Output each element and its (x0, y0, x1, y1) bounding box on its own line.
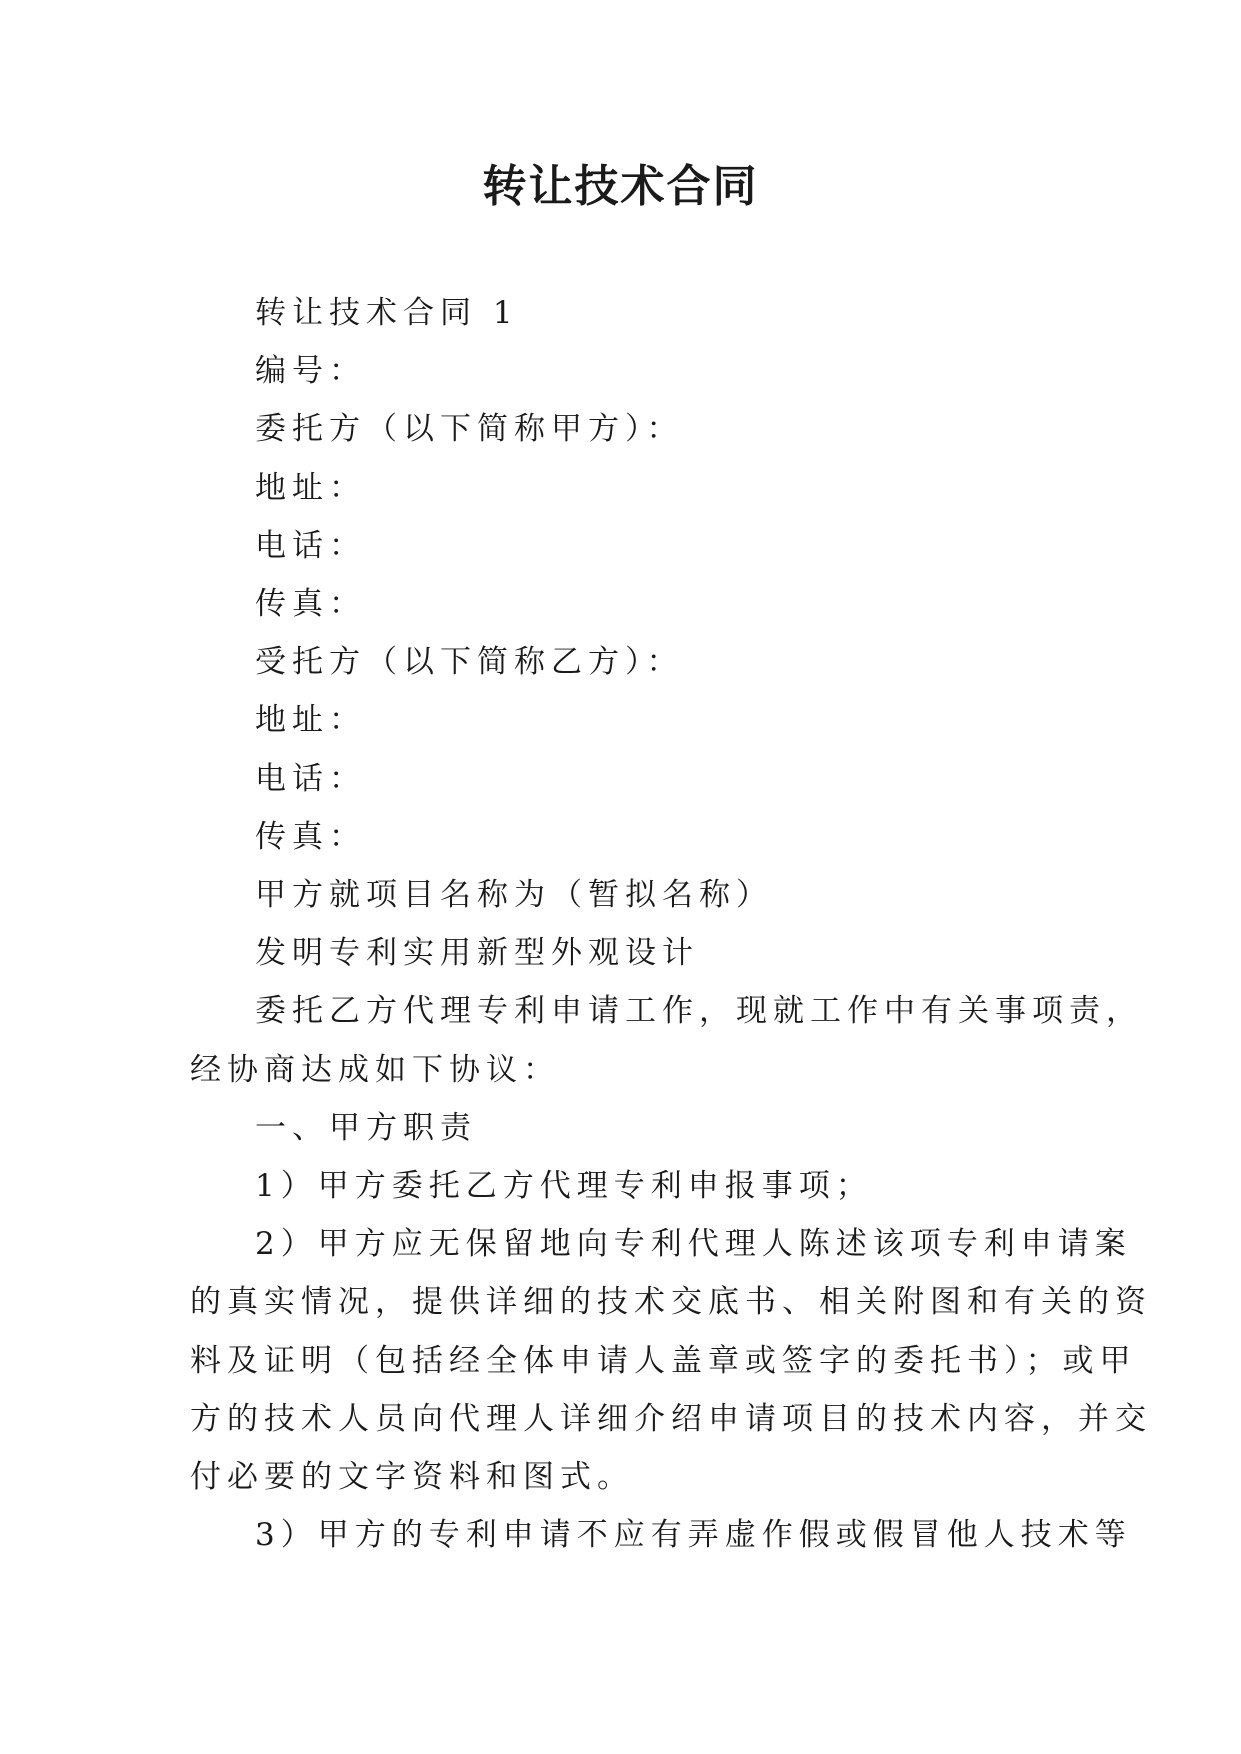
clause-line: 的真实情况，提供详细的技术交底书、相关附图和有关的资 (190, 1284, 1152, 1321)
party-a-address-label: 地址： (255, 469, 366, 506)
clause-line: 方的技术人员向代理人详细介绍申请项目的技术内容，并交 (190, 1400, 1152, 1437)
party-b-fax-label: 传真： (255, 818, 366, 855)
party-a-fax-label: 传真： (255, 586, 366, 623)
clause-line: 料及证明（包括经全体申请人盖章或签字的委托书）；或甲 (190, 1342, 1137, 1379)
clause-line: 付必要的文字资料和图式。 (190, 1459, 634, 1496)
party-a-phone-label: 电话： (255, 527, 366, 564)
section-heading: 一、甲方职责 (255, 1109, 477, 1146)
contract-heading-line: 转让技术合同 1 (255, 295, 519, 331)
party-b-label: 受托方（以下简称乙方）： (255, 644, 684, 681)
paragraph-line: 经协商达成如下协议： (190, 1051, 560, 1088)
clause-line: 1）甲方委托乙方代理专利申报事项； (255, 1168, 873, 1205)
document-body (190, 284, 1152, 1564)
party-b-phone-label: 电话： (255, 760, 366, 797)
project-name-line: 甲方就项目名称为（暂拟名称） (255, 877, 773, 914)
paragraph-line: 委托乙方代理专利申请工作，现就工作中有关事项责， (255, 993, 1143, 1030)
document-title: 转让技术合同 (482, 161, 759, 212)
contract-number-label: 编号： (255, 353, 366, 390)
clause-line: 2）甲方应无保留地向专利代理人陈述该项专利申请案 (255, 1226, 1132, 1263)
patent-type-line: 发明专利实用新型外观设计 (255, 935, 699, 972)
clause-line: 3）甲方的专利申请不应有弄虚作假或假冒他人技术等 (255, 1517, 1132, 1554)
party-b-address-label: 地址： (255, 702, 366, 739)
party-a-label: 委托方（以下简称甲方）： (255, 411, 684, 448)
